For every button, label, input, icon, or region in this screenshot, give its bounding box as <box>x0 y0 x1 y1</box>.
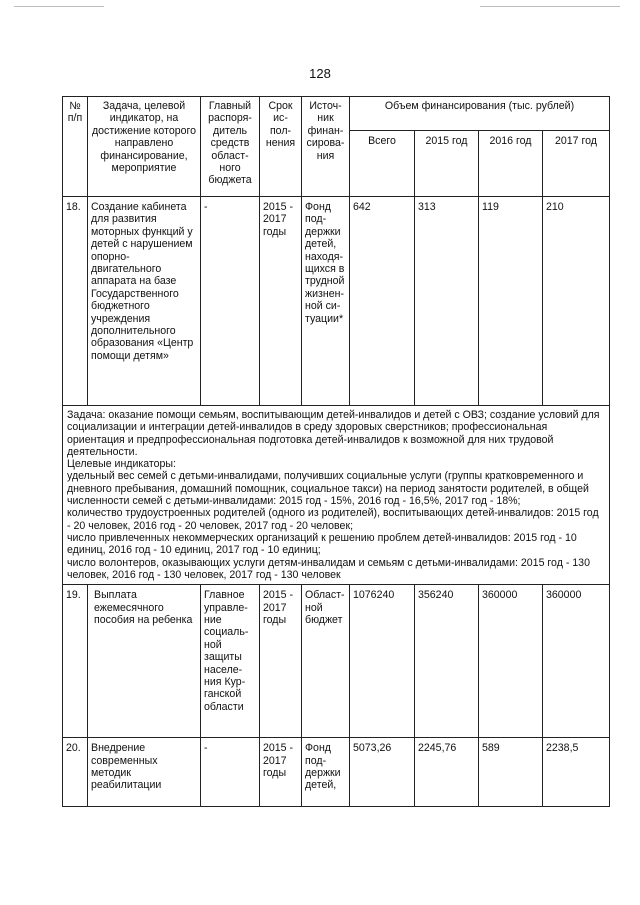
row-2015: 313 <box>415 197 479 406</box>
row-source: Област-ной бюджет <box>302 585 350 738</box>
row-2016: 119 <box>479 197 543 406</box>
indicator-2: количество трудоустроенных родителей (одного из родителей), воспитывающих детей-инвалидов: 2015 год - 20 человек, 2016 год - 20 человек, 2017 год - 20 человек; <box>67 507 599 532</box>
row-2015: 2245,76 <box>415 738 479 807</box>
row-2017: 2238,5 <box>543 738 610 807</box>
task-note <box>63 406 610 585</box>
indicators-title: Целевые индикаторы: <box>67 458 176 471</box>
header-row <box>63 97 610 131</box>
table-row <box>63 585 610 738</box>
row-source: Фонд под-держки детей, находя-щихся в трудной жизнен-ной си-туации* <box>302 197 350 406</box>
row-task: Выплата ежемесячного пособия на ребенка <box>88 585 201 738</box>
row-task: Внедрение современных методик реабилитации <box>88 738 201 807</box>
header-2017: 2017 год <box>543 131 610 197</box>
row-source: Фонд под-держки детей, <box>302 738 350 807</box>
row-2017: 210 <box>543 197 610 406</box>
page-number: 128 <box>309 66 331 81</box>
indicator-1: удельный вес семей с детьми-инвалидами, получивших социальные услуги (группы кратковременного и дневного пребывания, домашний помощник, социальное такси) на период занятости родителей, в общей численности семей с детьми-инвалидами: 2015 год - 15%, 2016 год - 16,5%, 2017 год - 18%; <box>67 470 589 508</box>
row-term: 2015 - 2017 годы <box>260 585 302 738</box>
header-task: Задача, целевой индикатор, на достижение которого направлено финансирование, мероприятие <box>88 97 201 197</box>
row-num: 20. <box>63 738 88 807</box>
row-num: 18. <box>63 197 88 406</box>
task-text: Задача: оказание помощи семьям, воспитывающим детей-инвалидов и детей с ОВЗ; создание условий для социализации и интеграции детей-инвалидов в среду здоровых сверстников; профессиональная ориентация и предпрофессиональная подготовка детей-инвалидов к возможной для них трудовой деятельности. <box>67 409 600 458</box>
row-num: 19. <box>63 585 88 738</box>
row-total: 5073,26 <box>350 738 415 807</box>
indicator-3: число привлеченных некоммерческих организаций к решению проблем детей-инвалидов: 2015 год - 10 единиц, 2016 год - 10 единиц, 2017 год - 10 единиц; <box>67 531 577 557</box>
header-funding: Объем финансирования (тыс. рублей) <box>350 97 610 131</box>
row-term: 2015 - 2017 годы <box>260 738 302 807</box>
row-task: Создание кабинета для развития моторных функций у детей с нарушением опорно-двигательного аппарата на базе Государственного бюджетного учреждения дополнительного образования «Центр помощи детям» <box>88 197 201 406</box>
header-term: Срок ис-пол-нения <box>260 97 302 197</box>
row-total: 642 <box>350 197 415 406</box>
row-term: 2015 - 2017 годы <box>260 197 302 406</box>
row-2015: 356240 <box>415 585 479 738</box>
row-administrator: - <box>201 738 260 807</box>
table-row <box>63 738 610 807</box>
funding-table <box>62 96 610 807</box>
header-total: Всего <box>350 131 415 197</box>
scan-artifact <box>14 6 104 7</box>
header-2015: 2015 год <box>415 131 479 197</box>
row-total: 1076240 <box>350 585 415 738</box>
row-2016: 589 <box>479 738 543 807</box>
header-2016: 2016 год <box>479 131 543 197</box>
header-num: № п/п <box>63 97 88 197</box>
scan-artifact <box>480 6 620 7</box>
indicator-4: число волонтеров, оказывающих услуги детям-инвалидам и семьям с детьми-инвалидами: 2015 год - 130 человек, 2016 год - 130 человек, 2017 год - 130 человек <box>67 556 590 581</box>
row-2017: 360000 <box>543 585 610 738</box>
header-administrator: Главный распоря-дитель средств област-ного бюджета <box>201 97 260 197</box>
table-row <box>63 197 610 406</box>
row-2016: 360000 <box>479 585 543 738</box>
row-administrator: - <box>201 197 260 406</box>
row-administrator: Главное управле-ние социаль-ной защиты населе-ния Кур-ганской области <box>201 585 260 738</box>
header-source: Источ-ник финан-сирова-ния <box>302 97 350 197</box>
note-row <box>63 406 610 585</box>
